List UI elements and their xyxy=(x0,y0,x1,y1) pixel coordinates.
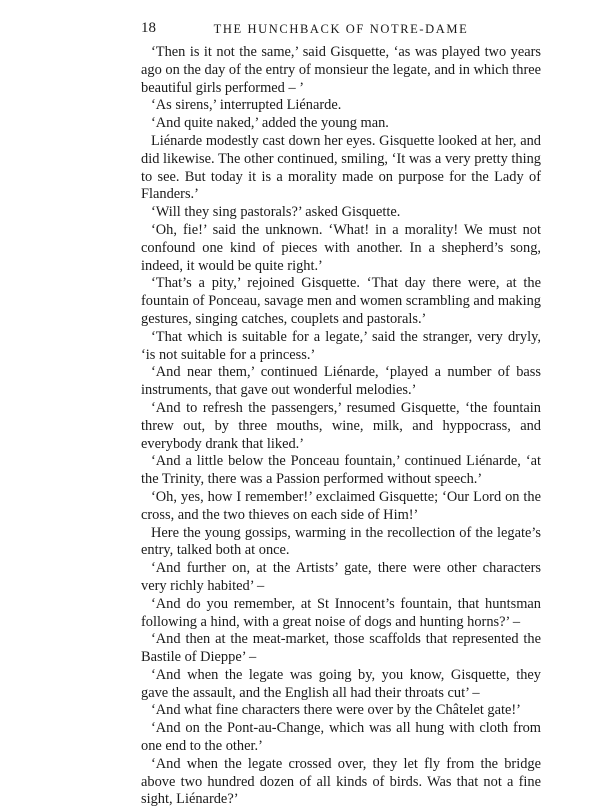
paragraph: ‘Oh, yes, how I remember!’ exclaimed Gisquette; ‘Our Lord on the cross, and the two thieves on each side of Him!’ xyxy=(141,488,541,523)
paragraph: ‘And on the Pont-au-Change, which was all hung with cloth from one end to the other.’ xyxy=(141,720,541,755)
paragraph: ‘As sirens,’ interrupted Liénarde. xyxy=(151,97,342,114)
paragraph: ‘That’s a pity,’ rejoined Gisquette. ‘That day there were, at the fountain of Ponceau, savage men and women scrambling and making gestures, singing catches, couplets and pastorals.’ xyxy=(141,275,541,327)
paragraph: Liénarde modestly cast down her eyes. Gisquette looked at her, and did likewise. The other continued, smiling, ‘It was a very pretty thing to see. But today it is a morality made on purpose for the Lady of Flanders.’ xyxy=(141,132,541,203)
paragraph: ‘And when the legate was going by, you know, Gisquette, they gave the assault, and the English all had their throats cut’ – xyxy=(141,666,541,701)
paragraph: ‘And near them,’ continued Liénarde, ‘played a number of bass instruments, that gave out wonderful melodies.’ xyxy=(141,364,541,399)
page-number: 18 xyxy=(141,20,156,36)
paragraph: ‘Oh, fie!’ said the unknown. ‘What! in a morality! We must not confound one kind of pieces with another. In a shepherd’s song, indeed, it would be quite right.’ xyxy=(141,221,541,274)
paragraph: ‘And then at the meat-market, those scaffolds that represented the Bastile of Dieppe’ – xyxy=(141,631,541,666)
paragraph: ‘Will they sing pastorals?’ asked Gisquette. xyxy=(151,204,401,221)
paragraph: ‘And further on, at the Artists’ gate, there were other characters very richly habited’ – xyxy=(141,560,541,594)
paragraph: ‘And a little below the Ponceau fountain,’ continued Liénarde, ‘at the Trinity, there was a Passion performed without speech.’ xyxy=(141,453,541,488)
paragraph: ‘That which is suitable for a legate,’ said the stranger, very dryly, ‘is not suitable for a princess.’ xyxy=(141,328,541,363)
paragraph: ‘And do you remember, at St Innocent’s fountain, that huntsman following a hind, with a great noise of dogs and hunting horns?’ – xyxy=(141,595,541,630)
body-text xyxy=(141,44,541,809)
paragraph: ‘And what fine characters there were over by the Châtelet gate!’ xyxy=(151,702,521,719)
paragraph: ‘And to refresh the passengers,’ resumed Gisquette, ‘the fountain threw out, by three mouths, wine, milk, and hyppocrass, and everybody drank that liked.’ xyxy=(141,399,541,452)
running-head xyxy=(141,18,541,40)
book-title: THE HUNCHBACK OF NOTRE-DAME xyxy=(213,22,469,36)
paragraph: ‘And quite naked,’ added the young man. xyxy=(151,115,389,132)
paragraph: ‘And when the legate crossed over, they let fly from the bridge above two hundred dozen of all kinds of birds. Was that not a fine sight, Liénarde?’ xyxy=(141,755,541,808)
paragraph: ‘Then is it not the same,’ said Gisquette, ‘as was played two years ago on the day of the entry of monsieur the legate, and in which three beautiful girls performed – ’ xyxy=(141,44,542,96)
paragraph: Here the young gossips, warming in the recollection of the legate’s entry, talked both at once. xyxy=(141,524,541,559)
